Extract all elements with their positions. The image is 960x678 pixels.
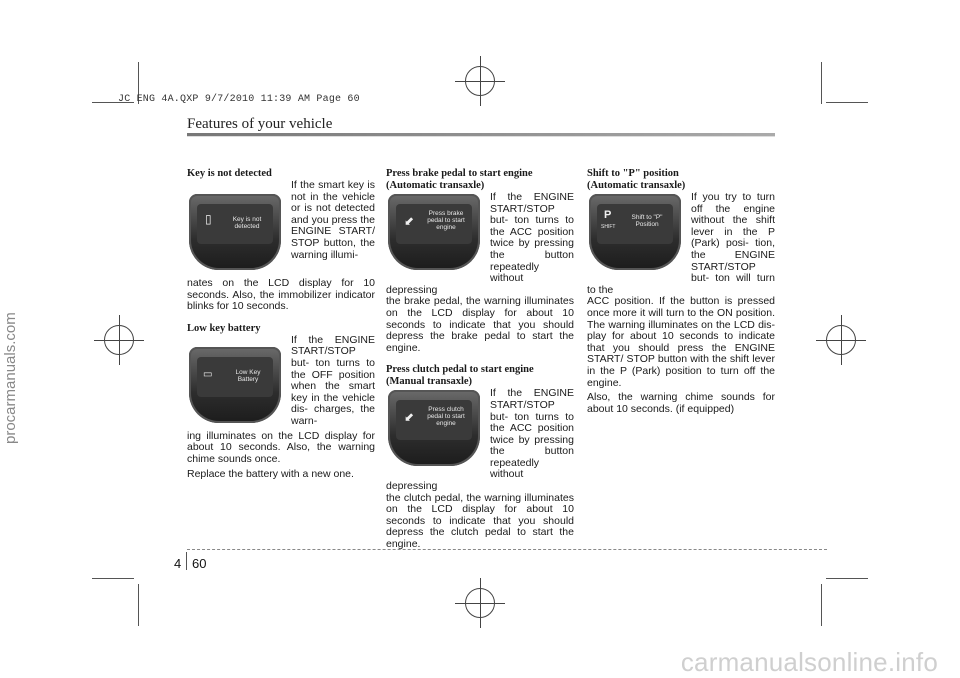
body-text: the brake pedal, the warning illuminates on the LCD display for about 10 seconds to indicate that you should depress the brake pedal to start the engine. (386, 295, 574, 354)
body-text: ACC position. If the button is pressed once more it will turn to the ON position. The warning illuminates on the LCD dis- play for about 10 seconds to indicate that you should press the ENGINE START/ STOP button with the shift lever in the P (Park) position to turn off the engine. (587, 295, 775, 389)
lcd-message: Low Key Battery (235, 368, 261, 383)
chapter-number: 4 (174, 556, 182, 571)
lcd-screen (197, 204, 273, 244)
lcd-illustration-key-not-detected (187, 194, 285, 276)
page-number: 60 (192, 556, 207, 571)
column-1 (187, 168, 375, 480)
section-heading: Shift to "P" position (587, 168, 679, 179)
lcd-screen (197, 357, 273, 397)
column-3 (587, 168, 775, 415)
smart-key-icon: ▯ (205, 212, 212, 226)
page-number-separator (186, 552, 187, 570)
lcd-panel (589, 194, 681, 270)
park-shift-icon: P (604, 209, 612, 221)
lcd-illustration-low-key-battery (187, 347, 285, 429)
section-heading: Key is not detected (187, 168, 272, 179)
park-shift-icon-label: SHIFT (601, 224, 616, 230)
crop-mark (821, 584, 822, 626)
print-slug: JC ENG 4A.QXP 9/7/2010 11:39 AM Page 60 (118, 94, 360, 105)
lcd-message: Press brake pedal to start engine (427, 210, 465, 231)
footer-watermark: carmanualsonline.info (680, 647, 938, 677)
lcd-illustration-shift-to-p (587, 194, 685, 276)
registration-line (480, 56, 481, 106)
section-subheading: (Automatic transaxle) (587, 180, 686, 191)
crop-mark (92, 578, 134, 579)
crop-mark (821, 62, 822, 104)
section-heading: Low key battery (187, 322, 261, 334)
section-press-brake (386, 192, 574, 354)
lcd-panel (388, 194, 480, 270)
lcd-screen (597, 204, 673, 244)
body-text: If the ENGINE START/STOP but- ton turns to the ACC position twice by pressing the button repeatedly without depressing (386, 191, 574, 296)
body-text: Also, the warning chime sounds for about 10 seconds. (if equipped) (587, 391, 775, 415)
section-shift-to-p (587, 192, 775, 415)
crop-mark (138, 584, 139, 626)
registration-line (480, 578, 481, 628)
section-press-clutch (386, 388, 574, 550)
footer-rule (187, 549, 827, 550)
registration-line (841, 315, 842, 365)
foot-pedal-icon: ⬋ (404, 214, 415, 228)
lcd-screen (396, 204, 472, 244)
lcd-panel (189, 194, 281, 270)
lcd-message: Press clutch pedal to start engine (427, 406, 465, 428)
header-rule-thin (187, 136, 775, 137)
lcd-screen (396, 400, 472, 440)
body-text: nates on the LCD display for 10 seconds. Also, the immobilizer indicator blinks for 10 seconds. (187, 277, 375, 313)
crop-mark (826, 102, 868, 103)
section-heading: Press clutch pedal to start engine (386, 364, 534, 376)
body-text: If the ENGINE START/STOP but- ton turns to the OFF position when the smart key in the vehicle dis- charges, the warn- (291, 333, 375, 427)
lcd-panel (388, 390, 480, 466)
foot-pedal-icon: ⬋ (404, 410, 415, 425)
lcd-illustration-press-brake (386, 194, 484, 276)
side-watermark: procarmanuals.com (2, 312, 19, 444)
spacer (386, 354, 574, 364)
crop-mark (826, 578, 868, 579)
lcd-illustration-press-clutch (386, 390, 484, 472)
section-low-key-battery (187, 335, 375, 480)
section-heading: Press brake pedal to start engine (386, 168, 533, 179)
battery-key-icon: ▭ (203, 368, 213, 380)
lcd-panel (189, 347, 281, 423)
body-text: the clutch pedal, the warning illuminates on the LCD display for about 10 seconds to indicate that you should depress the clutch pedal to start the engine. (386, 491, 574, 551)
lcd-message: Key is not detected (232, 216, 262, 230)
page-header-title: Features of your vehicle (187, 116, 333, 132)
registration-line (119, 315, 120, 365)
body-text: If you try to turn off the engine without the shift lever in the P (Park) posi- tion, the ENGINE START/STOP but- ton will turn to the (587, 191, 775, 296)
body-text: If the smart key is not in the vehicle or is not detected and you press the ENGINE START/ STOP button, the warning illumi- (291, 179, 375, 261)
section-subheading: (Automatic transaxle) (386, 180, 485, 191)
section-key-not-detected (187, 180, 375, 313)
body-text: If the ENGINE START/STOP but- ton turns to the ACC position twice by pressing the button repeatedly without depressing (386, 387, 574, 493)
spacer (187, 313, 375, 323)
body-text: Replace the battery with a new one. (187, 467, 354, 480)
column-2 (386, 168, 574, 551)
body-text: ing illuminates on the LCD display for about 10 seconds. Also, the warning chime sounds once. (187, 429, 375, 465)
section-subheading: (Manual transaxle) (386, 376, 473, 388)
lcd-message: Shift to "P" Position (631, 214, 663, 228)
